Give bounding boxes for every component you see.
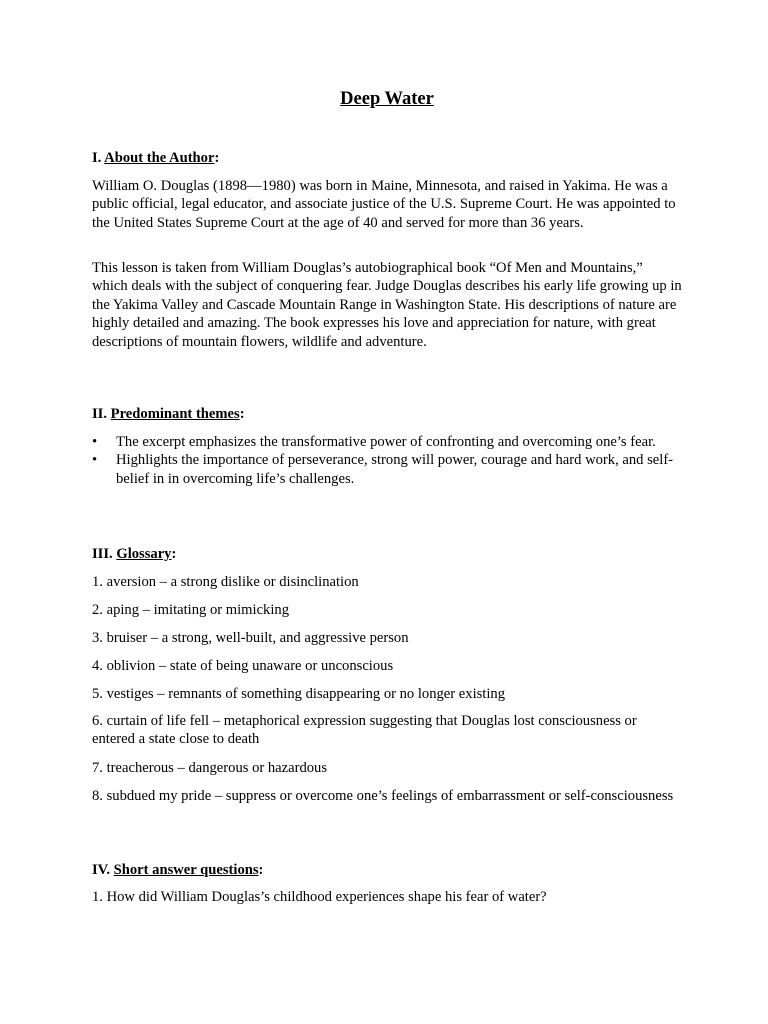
section-heading-glossary (92, 545, 176, 563)
glossary-item: 5. vestiges – remnants of something disappearing or no longer existing (92, 686, 506, 702)
section-number: IV. (92, 862, 110, 878)
glossary-item: 6. curtain of life fell – metaphorical expression suggesting that Douglas lost consciousness or entered a state close to death (92, 713, 637, 748)
section-heading-text: About the Author (104, 150, 215, 166)
glossary-item: 3. bruiser – a strong, well-built, and aggressive person (92, 630, 409, 646)
section-heading-colon: : (214, 150, 220, 166)
section-number: II. (92, 406, 108, 422)
section-heading-colon: : (258, 862, 264, 878)
section-number: I. (92, 150, 102, 166)
list-item (92, 433, 682, 451)
list-item-text: Highlights the importance of perseverance, strong will power, courage and hard work, and self-belief in in overcoming life’s challenges. (116, 452, 674, 487)
section-heading-colon: : (171, 546, 177, 562)
author-paragraph: William O. Douglas (1898—1980) was born in Maine, Minnesota, and raised in Yakima. He was a public official, legal educator, and associate justice of the U.S. Supreme Court. He was appointed to the United States Supreme Court at the age of 40 and served for more than 36 years. (92, 178, 676, 231)
section-heading-colon: : (239, 406, 245, 422)
glossary-item: 2. aping – imitating or mimicking (92, 602, 289, 618)
document-title: Deep Water (340, 89, 434, 109)
section-heading-about-author (92, 149, 219, 167)
question-item: 1. How did William Douglas’s childhood experiences shape his fear of water? (92, 889, 547, 905)
glossary-item: 8. subdued my pride – suppress or overcome one’s feelings of embarrassment or self-consciousness (92, 788, 674, 804)
section-heading-text: Glossary (116, 546, 172, 562)
glossary-item: 4. oblivion – state of being unaware or unconscious (92, 658, 394, 674)
section-heading-questions (92, 861, 263, 879)
section-heading-text: Short answer questions (113, 862, 259, 878)
list-item-text: The excerpt emphasizes the transformative power of confronting and overcoming one’s fear. (116, 434, 656, 450)
glossary-item: 1. aversion – a strong dislike or disinclination (92, 574, 359, 590)
glossary-item: 7. treacherous – dangerous or hazardous (92, 760, 328, 776)
bullet-icon: • (92, 452, 98, 469)
author-paragraph: This lesson is taken from William Douglas’s autobiographical book “Of Men and Mountains,” which deals with the subject of conquering fear. Judge Douglas describes his early life growing up in the Yakima Valley and Cascade Mountain Range in Washington State. His descriptions of nature are highly detailed and amazing. The book expresses his love and appreciation for nature, with great descriptions of mountain flowers, wildlife and adventure. (92, 260, 682, 350)
themes-list (92, 433, 682, 488)
section-number: III. (92, 546, 113, 562)
bullet-icon: • (92, 434, 98, 450)
list-item (92, 451, 682, 488)
section-heading-text: Predominant themes (110, 406, 240, 422)
section-heading-themes (92, 405, 245, 423)
